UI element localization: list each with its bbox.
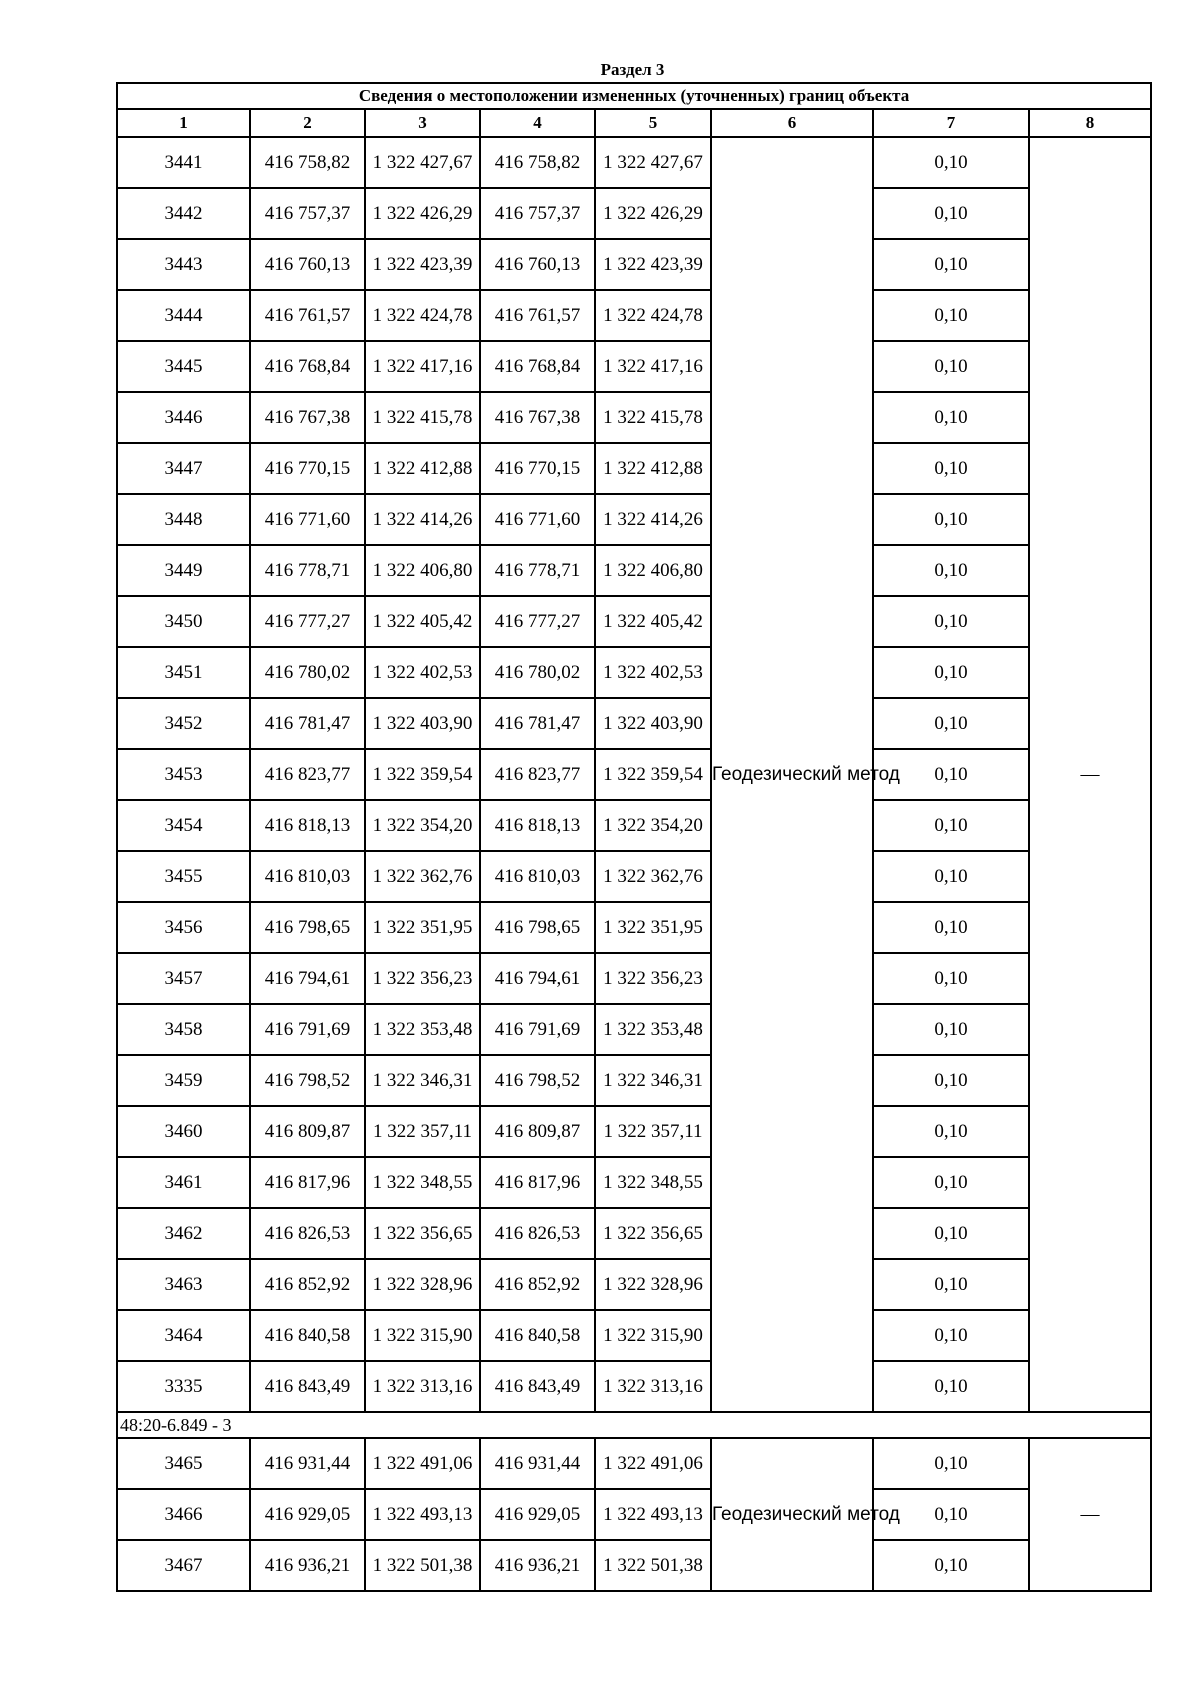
y-new-cell: 1 322 348,55	[595, 1157, 711, 1208]
y-old-cell: 1 322 359,54	[365, 749, 480, 800]
x-new-cell: 416 781,47	[480, 698, 595, 749]
y-old-cell: 1 322 346,31	[365, 1055, 480, 1106]
x-new-cell: 416 758,82	[480, 137, 595, 188]
accuracy-cell: 0,10	[873, 1055, 1029, 1106]
accuracy-cell: 0,10	[873, 1208, 1029, 1259]
table-row	[117, 137, 1151, 188]
y-new-cell: 1 322 423,39	[595, 239, 711, 290]
table-row	[117, 1310, 1151, 1361]
x-old-cell: 416 818,13	[250, 800, 365, 851]
table-row	[117, 800, 1151, 851]
y-old-cell: 1 322 402,53	[365, 647, 480, 698]
y-new-cell: 1 322 415,78	[595, 392, 711, 443]
y-new-cell: 1 322 426,29	[595, 188, 711, 239]
accuracy-cell: 0,10	[873, 1004, 1029, 1055]
x-new-cell: 416 761,57	[480, 290, 595, 341]
x-new-cell: 416 840,58	[480, 1310, 595, 1361]
group-label: 48:20-6.849 - 3	[117, 1412, 1151, 1438]
y-new-cell: 1 322 351,95	[595, 902, 711, 953]
table-row	[117, 1157, 1151, 1208]
y-new-cell: 1 322 493,13	[595, 1489, 711, 1540]
table-row	[117, 494, 1151, 545]
column-number: 4	[480, 109, 595, 137]
y-new-cell: 1 322 357,11	[595, 1106, 711, 1157]
accuracy-cell: 0,10	[873, 698, 1029, 749]
point-number-cell: 3441	[117, 137, 250, 188]
accuracy-cell: 0,10	[873, 1540, 1029, 1591]
x-old-cell: 416 798,52	[250, 1055, 365, 1106]
x-new-cell: 416 760,13	[480, 239, 595, 290]
accuracy-cell: 0,10	[873, 953, 1029, 1004]
point-number-cell: 3449	[117, 545, 250, 596]
y-new-cell: 1 322 315,90	[595, 1310, 711, 1361]
point-number-cell: 3335	[117, 1361, 250, 1412]
table-row	[117, 1106, 1151, 1157]
table-row	[117, 392, 1151, 443]
table-row	[117, 1208, 1151, 1259]
accuracy-cell: 0,10	[873, 647, 1029, 698]
accuracy-cell: 0,10	[873, 1361, 1029, 1412]
accuracy-cell: 0,10	[873, 1259, 1029, 1310]
table-row	[117, 953, 1151, 1004]
x-new-cell: 416 936,21	[480, 1540, 595, 1591]
accuracy-cell: 0,10	[873, 137, 1029, 188]
x-old-cell: 416 936,21	[250, 1540, 365, 1591]
x-old-cell: 416 840,58	[250, 1310, 365, 1361]
table-row	[117, 239, 1151, 290]
y-old-cell: 1 322 423,39	[365, 239, 480, 290]
y-old-cell: 1 322 328,96	[365, 1259, 480, 1310]
accuracy-cell: 0,10	[873, 392, 1029, 443]
accuracy-cell: 0,10	[873, 851, 1029, 902]
y-old-cell: 1 322 356,23	[365, 953, 480, 1004]
y-old-cell: 1 322 417,16	[365, 341, 480, 392]
x-old-cell: 416 810,03	[250, 851, 365, 902]
note-cell: —	[1029, 1438, 1151, 1591]
point-number-cell: 3465	[117, 1438, 250, 1489]
y-new-cell: 1 322 346,31	[595, 1055, 711, 1106]
x-old-cell: 416 826,53	[250, 1208, 365, 1259]
y-new-cell: 1 322 427,67	[595, 137, 711, 188]
x-old-cell: 416 823,77	[250, 749, 365, 800]
table-row	[117, 1259, 1151, 1310]
column-number: 5	[595, 109, 711, 137]
point-number-cell: 3456	[117, 902, 250, 953]
y-new-cell: 1 322 414,26	[595, 494, 711, 545]
column-number: 1	[117, 109, 250, 137]
x-old-cell: 416 843,49	[250, 1361, 365, 1412]
x-old-cell: 416 768,84	[250, 341, 365, 392]
accuracy-cell: 0,10	[873, 494, 1029, 545]
table-row	[117, 545, 1151, 596]
x-new-cell: 416 770,15	[480, 443, 595, 494]
x-new-cell: 416 817,96	[480, 1157, 595, 1208]
table-row	[117, 1055, 1151, 1106]
table-row	[117, 1489, 1151, 1540]
y-old-cell: 1 322 427,67	[365, 137, 480, 188]
y-old-cell: 1 322 354,20	[365, 800, 480, 851]
x-old-cell: 416 760,13	[250, 239, 365, 290]
x-new-cell: 416 767,38	[480, 392, 595, 443]
y-new-cell: 1 322 356,23	[595, 953, 711, 1004]
point-number-cell: 3452	[117, 698, 250, 749]
accuracy-cell: 0,10	[873, 596, 1029, 647]
y-new-cell: 1 322 501,38	[595, 1540, 711, 1591]
accuracy-cell: 0,10	[873, 290, 1029, 341]
y-new-cell: 1 322 362,76	[595, 851, 711, 902]
coordinates-table	[116, 82, 1152, 1592]
accuracy-cell: 0,10	[873, 443, 1029, 494]
y-new-cell: 1 322 491,06	[595, 1438, 711, 1489]
point-number-cell: 3463	[117, 1259, 250, 1310]
y-old-cell: 1 322 362,76	[365, 851, 480, 902]
y-old-cell: 1 322 493,13	[365, 1489, 480, 1540]
method-cell: Геодезический метод	[711, 137, 873, 1412]
point-number-cell: 3464	[117, 1310, 250, 1361]
table-row	[117, 443, 1151, 494]
point-number-cell: 3446	[117, 392, 250, 443]
y-old-cell: 1 322 313,16	[365, 1361, 480, 1412]
x-old-cell: 416 794,61	[250, 953, 365, 1004]
accuracy-cell: 0,10	[873, 1310, 1029, 1361]
point-number-cell: 3450	[117, 596, 250, 647]
table-row	[117, 1361, 1151, 1412]
accuracy-cell: 0,10	[873, 749, 1029, 800]
table-row	[117, 290, 1151, 341]
y-old-cell: 1 322 405,42	[365, 596, 480, 647]
accuracy-cell: 0,10	[873, 545, 1029, 596]
x-new-cell: 416 778,71	[480, 545, 595, 596]
point-number-cell: 3447	[117, 443, 250, 494]
point-number-cell: 3462	[117, 1208, 250, 1259]
point-number-cell: 3459	[117, 1055, 250, 1106]
x-new-cell: 416 931,44	[480, 1438, 595, 1489]
point-number-cell: 3458	[117, 1004, 250, 1055]
point-number-cell: 3466	[117, 1489, 250, 1540]
y-new-cell: 1 322 412,88	[595, 443, 711, 494]
y-old-cell: 1 322 501,38	[365, 1540, 480, 1591]
x-new-cell: 416 791,69	[480, 1004, 595, 1055]
x-old-cell: 416 852,92	[250, 1259, 365, 1310]
point-number-cell: 3467	[117, 1540, 250, 1591]
y-new-cell: 1 322 417,16	[595, 341, 711, 392]
group-label-row	[117, 1412, 1151, 1438]
x-new-cell: 416 810,03	[480, 851, 595, 902]
y-old-cell: 1 322 353,48	[365, 1004, 480, 1055]
y-old-cell: 1 322 357,11	[365, 1106, 480, 1157]
accuracy-cell: 0,10	[873, 902, 1029, 953]
accuracy-cell: 0,10	[873, 800, 1029, 851]
y-old-cell: 1 322 406,80	[365, 545, 480, 596]
y-new-cell: 1 322 356,65	[595, 1208, 711, 1259]
table-row	[117, 1004, 1151, 1055]
table-row	[117, 851, 1151, 902]
table-row	[117, 698, 1151, 749]
y-old-cell: 1 322 351,95	[365, 902, 480, 953]
column-number: 2	[250, 109, 365, 137]
column-number: 6	[711, 109, 873, 137]
x-old-cell: 416 771,60	[250, 494, 365, 545]
x-new-cell: 416 768,84	[480, 341, 595, 392]
x-old-cell: 416 929,05	[250, 1489, 365, 1540]
x-old-cell: 416 809,87	[250, 1106, 365, 1157]
accuracy-cell: 0,10	[873, 239, 1029, 290]
x-new-cell: 416 780,02	[480, 647, 595, 698]
table-row	[117, 188, 1151, 239]
x-new-cell: 416 798,65	[480, 902, 595, 953]
column-number-row	[117, 109, 1151, 137]
y-new-cell: 1 322 354,20	[595, 800, 711, 851]
x-old-cell: 416 817,96	[250, 1157, 365, 1208]
table-row	[117, 902, 1151, 953]
x-new-cell: 416 929,05	[480, 1489, 595, 1540]
point-number-cell: 3461	[117, 1157, 250, 1208]
accuracy-cell: 0,10	[873, 341, 1029, 392]
y-old-cell: 1 322 414,26	[365, 494, 480, 545]
section-title: Раздел 3	[600, 60, 665, 79]
x-old-cell: 416 791,69	[250, 1004, 365, 1055]
y-old-cell: 1 322 356,65	[365, 1208, 480, 1259]
y-old-cell: 1 322 412,88	[365, 443, 480, 494]
point-number-cell: 3444	[117, 290, 250, 341]
x-new-cell: 416 798,52	[480, 1055, 595, 1106]
y-old-cell: 1 322 403,90	[365, 698, 480, 749]
table-row	[117, 596, 1151, 647]
y-old-cell: 1 322 415,78	[365, 392, 480, 443]
x-old-cell: 416 767,38	[250, 392, 365, 443]
y-new-cell: 1 322 353,48	[595, 1004, 711, 1055]
y-new-cell: 1 322 403,90	[595, 698, 711, 749]
accuracy-cell: 0,10	[873, 1106, 1029, 1157]
y-new-cell: 1 322 405,42	[595, 596, 711, 647]
point-number-cell: 3445	[117, 341, 250, 392]
y-new-cell: 1 322 406,80	[595, 545, 711, 596]
column-number: 8	[1029, 109, 1151, 137]
point-number-cell: 3442	[117, 188, 250, 239]
x-old-cell: 416 798,65	[250, 902, 365, 953]
x-new-cell: 416 777,27	[480, 596, 595, 647]
note-cell: —	[1029, 137, 1151, 1412]
point-number-cell: 3453	[117, 749, 250, 800]
accuracy-cell: 0,10	[873, 1438, 1029, 1489]
table-row	[117, 1540, 1151, 1591]
y-new-cell: 1 322 402,53	[595, 647, 711, 698]
accuracy-cell: 0,10	[873, 1489, 1029, 1540]
accuracy-cell: 0,10	[873, 188, 1029, 239]
point-number-cell: 3448	[117, 494, 250, 545]
x-new-cell: 416 852,92	[480, 1259, 595, 1310]
accuracy-cell: 0,10	[873, 1157, 1029, 1208]
column-number: 3	[365, 109, 480, 137]
y-new-cell: 1 322 424,78	[595, 290, 711, 341]
y-old-cell: 1 322 348,55	[365, 1157, 480, 1208]
method-cell: Геодезический метод	[711, 1438, 873, 1591]
point-number-cell: 3455	[117, 851, 250, 902]
x-old-cell: 416 778,71	[250, 545, 365, 596]
x-new-cell: 416 843,49	[480, 1361, 595, 1412]
y-new-cell: 1 322 328,96	[595, 1259, 711, 1310]
x-new-cell: 416 757,37	[480, 188, 595, 239]
x-new-cell: 416 826,53	[480, 1208, 595, 1259]
x-old-cell: 416 761,57	[250, 290, 365, 341]
table-caption: Сведения о местоположении измененных (уточненных) границ объекта	[117, 83, 1151, 109]
point-number-cell: 3443	[117, 239, 250, 290]
y-old-cell: 1 322 491,06	[365, 1438, 480, 1489]
x-old-cell: 416 758,82	[250, 137, 365, 188]
point-number-cell: 3457	[117, 953, 250, 1004]
table-row	[117, 647, 1151, 698]
x-new-cell: 416 818,13	[480, 800, 595, 851]
x-old-cell: 416 770,15	[250, 443, 365, 494]
x-new-cell: 416 809,87	[480, 1106, 595, 1157]
point-number-cell: 3451	[117, 647, 250, 698]
table-row	[117, 341, 1151, 392]
y-new-cell: 1 322 313,16	[595, 1361, 711, 1412]
table-body	[117, 137, 1151, 1591]
x-old-cell: 416 757,37	[250, 188, 365, 239]
x-old-cell: 416 781,47	[250, 698, 365, 749]
x-old-cell: 416 777,27	[250, 596, 365, 647]
y-new-cell: 1 322 359,54	[595, 749, 711, 800]
x-old-cell: 416 780,02	[250, 647, 365, 698]
point-number-cell: 3460	[117, 1106, 250, 1157]
y-old-cell: 1 322 315,90	[365, 1310, 480, 1361]
x-new-cell: 416 794,61	[480, 953, 595, 1004]
x-new-cell: 416 823,77	[480, 749, 595, 800]
x-old-cell: 416 931,44	[250, 1438, 365, 1489]
table-row	[117, 749, 1151, 800]
column-number: 7	[873, 109, 1029, 137]
x-new-cell: 416 771,60	[480, 494, 595, 545]
point-number-cell: 3454	[117, 800, 250, 851]
y-old-cell: 1 322 426,29	[365, 188, 480, 239]
table-row	[117, 1438, 1151, 1489]
y-old-cell: 1 322 424,78	[365, 290, 480, 341]
